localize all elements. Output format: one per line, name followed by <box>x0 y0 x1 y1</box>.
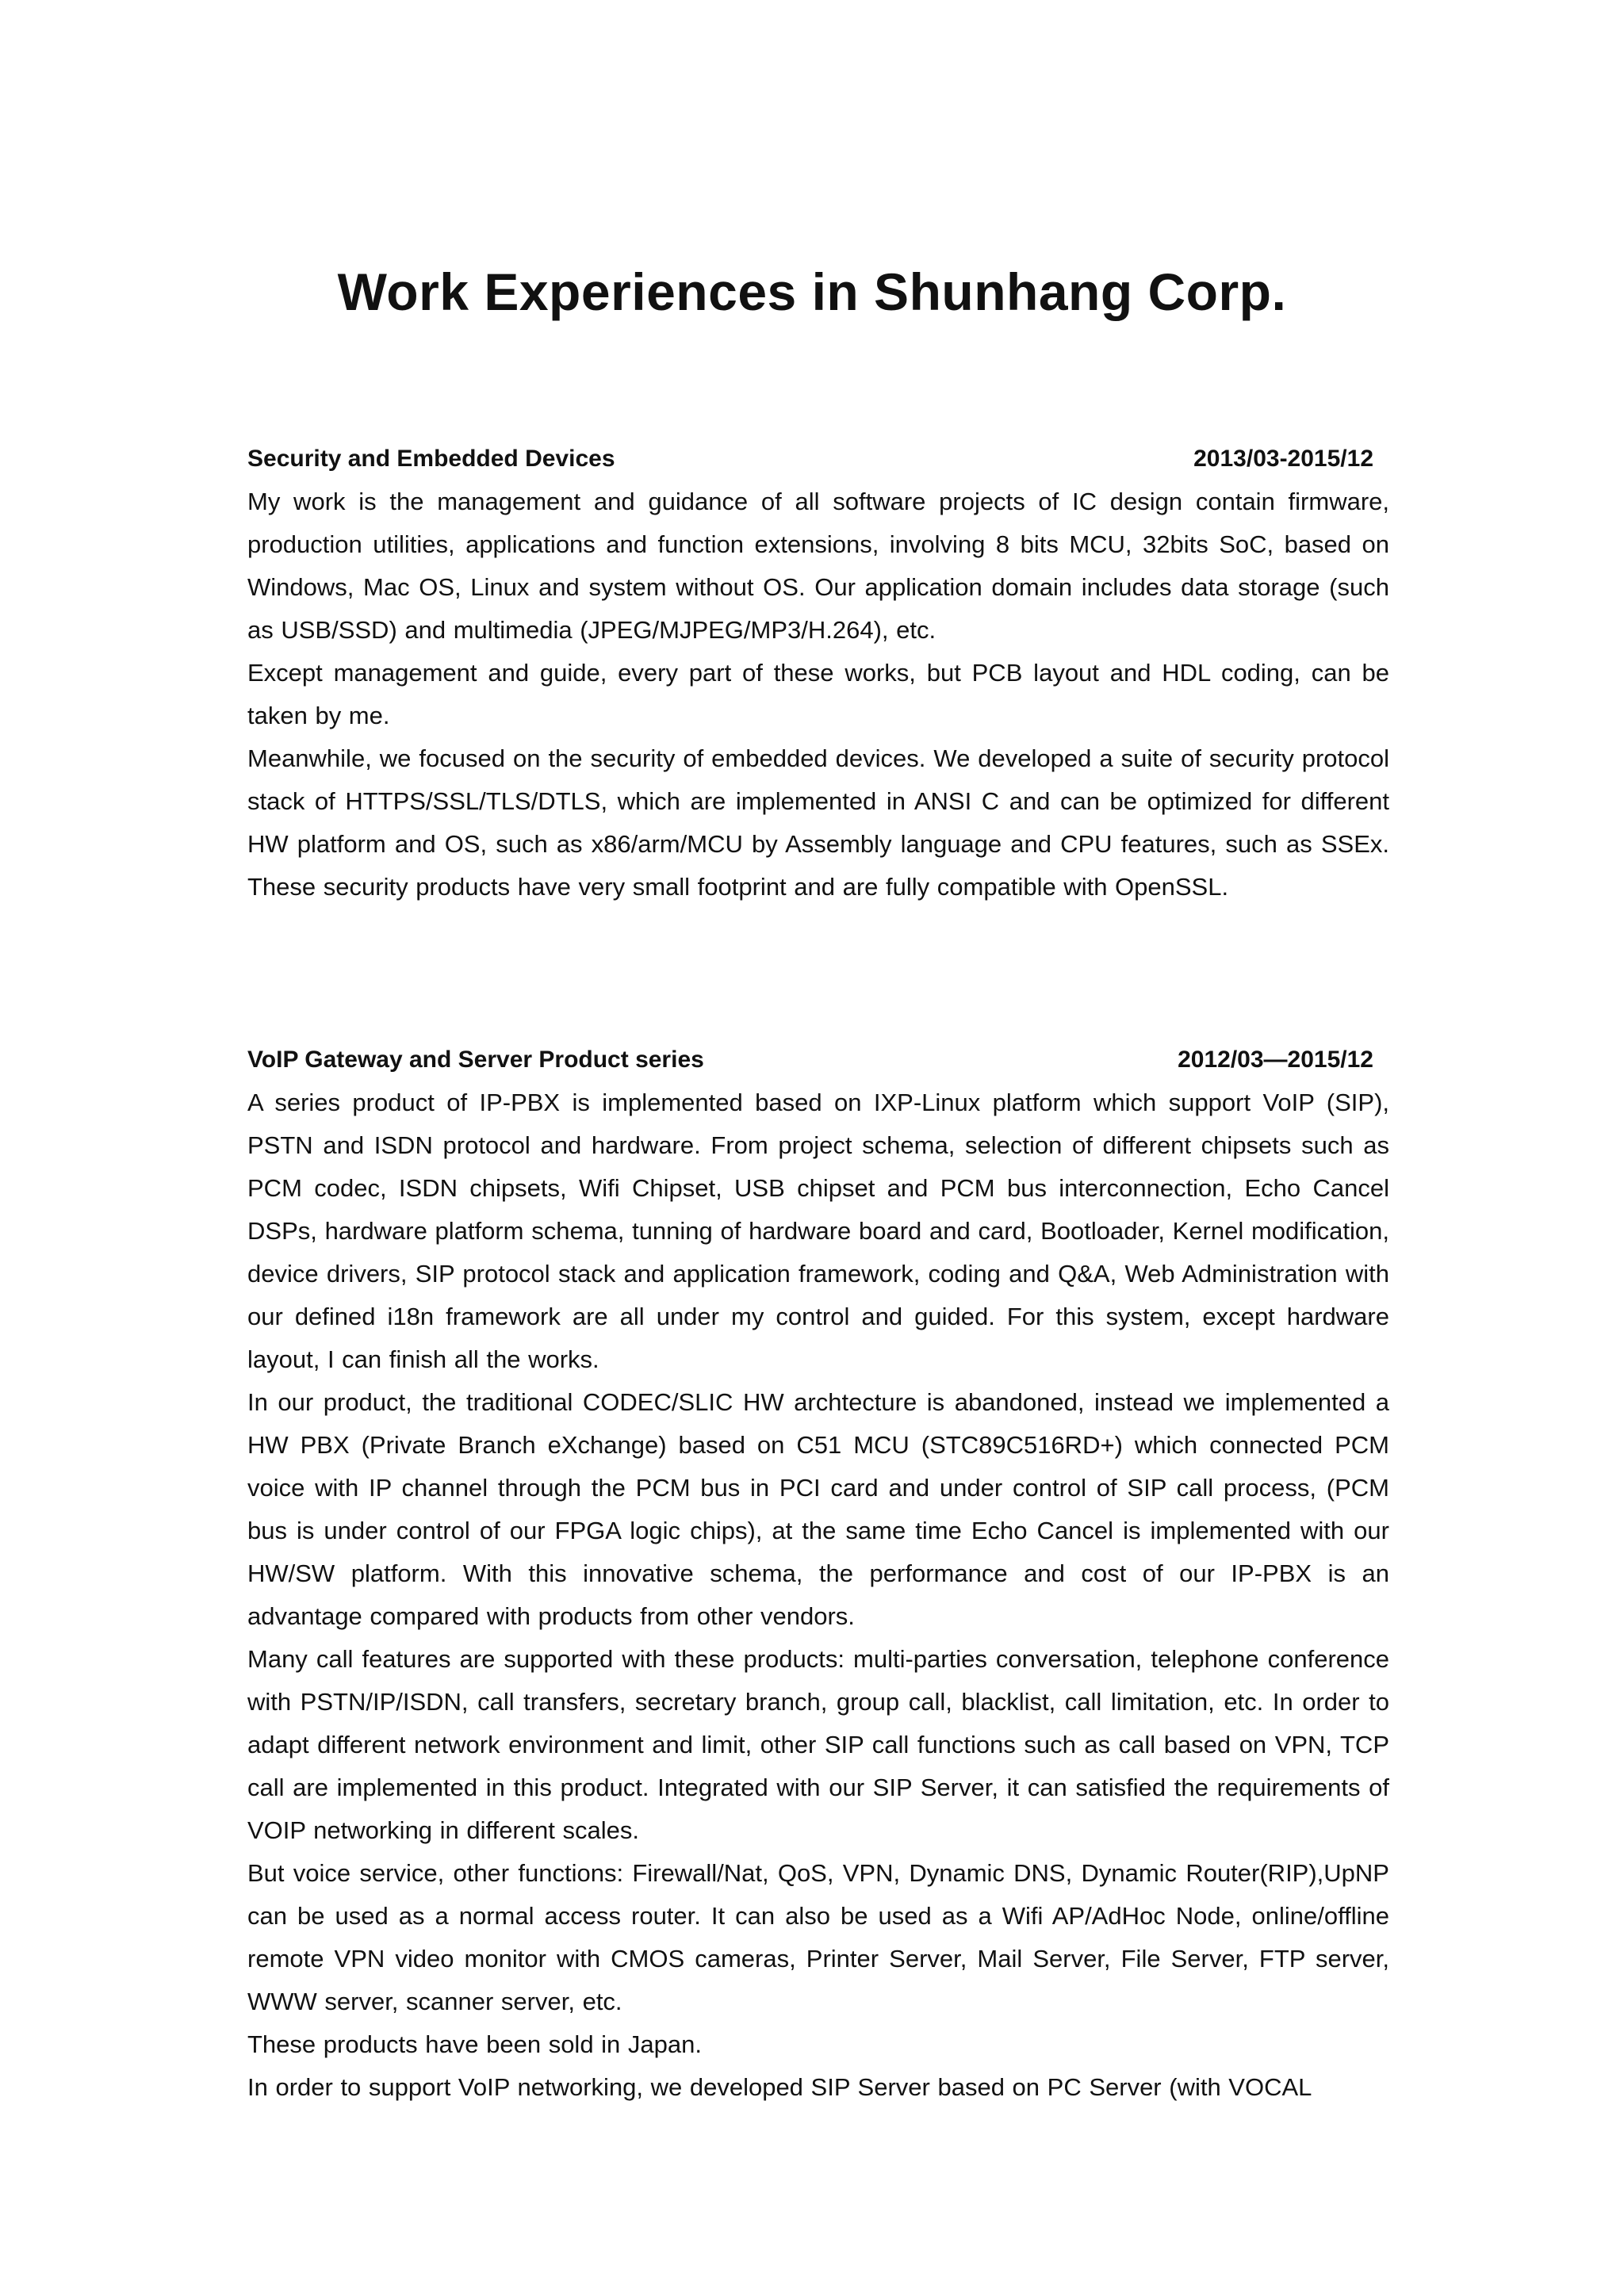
paragraph: Meanwhile, we focused on the security of embedded devices. We developed a suite of security protocol stack of HTTPS/SSL/TLS/DTLS, which are implemented in ANSI C and can be optimized for different HW platform and OS, such as x86/arm/MCU by Assembly language and CPU features, such as SSEx. These security products have very small footprint and are fully compatible with OpenSSL. <box>247 744 1389 901</box>
section-header <box>247 1039 1389 1081</box>
paragraph: Many call features are supported with these products: multi-parties conversation, telephone conference with PSTN/IP/ISDN, call transfers, secretary branch, group call, blacklist, call limitation, etc. In order to adapt different network environment and limit, other SIP call functions such as call based on VPN, TCP call are implemented in this product. Integrated with our SIP Server, it can satisfied the requirements of VOIP networking in different scales. <box>247 1645 1389 1844</box>
paragraph: These products have been sold in Japan. <box>247 2030 702 2058</box>
paragraph: My work is the management and guidance of all software projects of IC design contain firmware, production utilities, applications and function extensions, involving 8 bits MCU, 32bits SoC, based on Windows, Mac OS, Linux and system without OS. Our application domain includes data storage (such as USB/SSD) and multimedia (JPEG/MJPEG/MP3/H.264), etc. <box>247 488 1389 644</box>
section-header <box>247 438 1389 480</box>
paragraph: In order to support VoIP networking, we developed SIP Server based on PC Server (with VOCAL <box>247 2073 1312 2101</box>
section-date: 2012/03—2015/12 <box>1178 1047 1373 1073</box>
section-security-embedded <box>247 438 1389 909</box>
paragraph: In our product, the traditional CODEC/SLIC HW archtecture is abandoned, instead we implemented a HW PBX (Private Branch eXchange) based on C51 MCU (STC89C516RD+) which connected PCM voice with IP channel through the PCM bus in PCI card and under control of SIP call process, (PCM bus is under control of our FPGA logic chips), at the same time Echo Cancel is implemented with our HW/SW platform. With this innovative schema, the performance and cost of our IP-PBX is an advantage compared with products from other vendors. <box>247 1388 1389 1630</box>
paragraph: Except management and guide, every part of these works, but PCB layout and HDL coding, can be taken by me. <box>247 659 1389 729</box>
section-title: Security and Embedded Devices <box>247 446 615 472</box>
section-voip-gateway <box>247 1039 1389 2109</box>
paragraph: A series product of IP-PBX is implemented based on IXP-Linux platform which support VoIP (SIP), PSTN and ISDN protocol and hardware. From project schema, selection of different chipsets such as PCM codec, ISDN chipsets, Wifi Chipset, USB chipset and PCM bus interconnection, Echo Cancel DSPs, hardware platform schema, tunning of hardware board and card, Bootloader, Kernel modification, device drivers, SIP protocol stack and application framework, coding and Q&A, Web Administration with our defined i18n framework are all under my control and guided. For this system, except hardware layout, I can finish all the works. <box>247 1089 1389 1373</box>
section-date: 2013/03-2015/12 <box>1193 446 1373 472</box>
paragraph: But voice service, other functions: Firewall/Nat, QoS, VPN, Dynamic DNS, Dynamic Router(RIP),UpNP can be used as a normal access router. It can also be used as a Wifi AP/AdHoc Node, online/offline remote VPN video monitor with CMOS cameras, Printer Server, Mail Server, File Server, FTP server, WWW server, scanner server, etc. <box>247 1859 1389 2015</box>
section-title: VoIP Gateway and Server Product series <box>247 1047 704 1073</box>
page-title: Work Experiences in Shunhang Corp. <box>337 262 1287 321</box>
